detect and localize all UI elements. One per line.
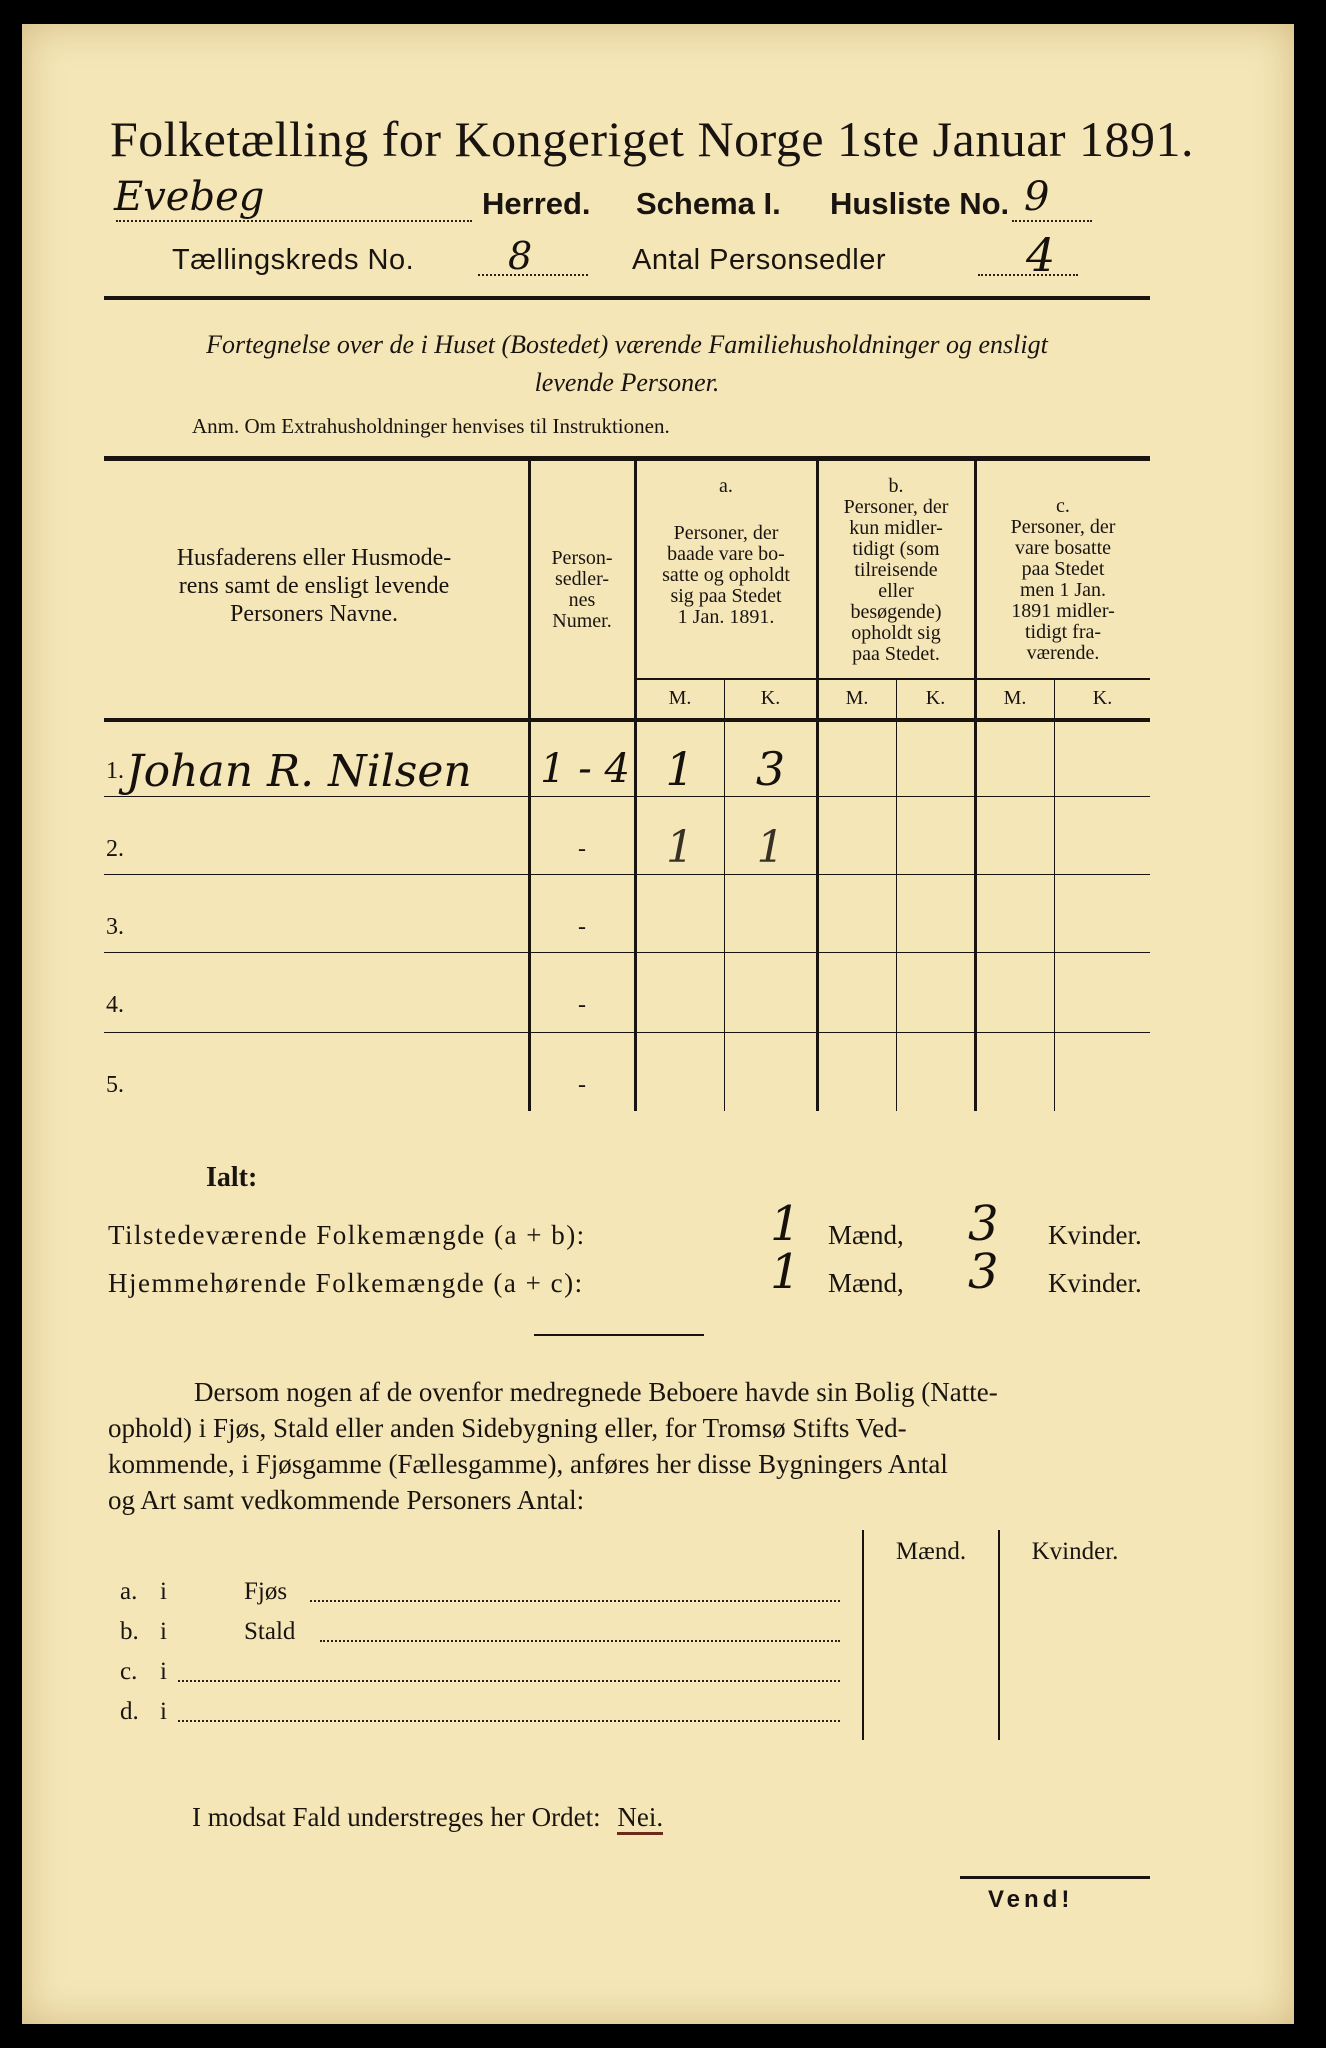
- col-c-l2: vare bosatte: [1014, 537, 1112, 559]
- bldg-row-b: [120, 1618, 860, 1650]
- col-names-l3: Personers Navne.: [230, 601, 398, 627]
- row-rule-3: [104, 952, 1150, 953]
- bldg-row-b-i: i: [160, 1618, 167, 1645]
- antal-value: 4: [1026, 228, 1056, 282]
- col-b-l8: paa Stedet.: [852, 643, 940, 665]
- bldg-row-b-label: Stald: [244, 1618, 296, 1645]
- col-c-l3: paa Stedet: [1021, 558, 1105, 580]
- nei-word: Nei.: [617, 1802, 663, 1835]
- row-rule-2: [104, 874, 1150, 875]
- subtitle-line1: Fortegnelse over de i Huset (Bostedet) værende Familiehusholdninger og ensligt: [206, 330, 1048, 359]
- col-b-letter: b.: [888, 475, 904, 497]
- row3-numer: -: [578, 914, 586, 940]
- col-num-header: [532, 548, 632, 632]
- col-b-l1: Personer, der: [843, 496, 949, 518]
- col-c-l5: 1891 midler-: [1011, 600, 1115, 622]
- bldg-row-a: [120, 1578, 860, 1610]
- col-c-l6: tidigt fra-: [1024, 621, 1102, 643]
- header-rule: [104, 296, 1150, 300]
- row1-num: 1.: [106, 758, 124, 784]
- totals-line1-maend: Mænd,: [828, 1220, 904, 1250]
- col-num-l4: Numer.: [552, 610, 612, 632]
- bldg-row-b-dots: [320, 1640, 840, 1642]
- col-num-l1: Person-: [551, 547, 613, 569]
- b-k-label: K.: [925, 687, 946, 709]
- herred-label: Herred.: [482, 186, 591, 221]
- paragraph-l1: Dersom nogen af de ovenfor medregnede Beboere havde sin Bolig (Natte-: [194, 1377, 998, 1407]
- col-b-l6: besøgende): [850, 601, 942, 623]
- bldg-row-c: [120, 1658, 860, 1690]
- vend-rule: [960, 1876, 1150, 1879]
- col-b-header: [818, 476, 974, 665]
- a-k-label: K.: [760, 687, 781, 709]
- schema-label: Schema I.: [636, 186, 781, 221]
- col-num-l2: sedler-: [554, 568, 609, 590]
- table-top-rule: [104, 456, 1150, 461]
- col-a-l4: sig paa Stedet: [670, 585, 782, 607]
- bldg-row-a-letter: a.: [120, 1578, 138, 1605]
- col-a-l1: Personer, der: [673, 522, 779, 544]
- row4-num: 4.: [106, 992, 124, 1018]
- totals-line2-k: 3: [968, 1244, 999, 1300]
- herred-value: Evebeg: [114, 174, 265, 220]
- totals-line2-label: Hjemmehørende Folkemængde (a + c):: [108, 1268, 584, 1298]
- col-b-l7: opholdt sig: [851, 622, 941, 644]
- col-b-l4: tilreisende: [854, 559, 938, 581]
- bldg-row-c-letter: c.: [120, 1658, 138, 1685]
- bldg-row-a-dots: [310, 1600, 840, 1602]
- row3-num: 3.: [106, 914, 124, 940]
- subtitle-line2: levende Personer.: [534, 368, 720, 397]
- row1-a-m: 1: [665, 742, 695, 796]
- herred-dotline: [116, 220, 472, 222]
- paragraph-l2: ophold) i Fjøs, Stald eller anden Sidebygning eller, for Tromsø Stifts Ved-: [108, 1413, 907, 1443]
- col-b-l2: kun midler-: [849, 517, 943, 539]
- row2-a-k: 1: [756, 822, 785, 873]
- paragraph-l4: og Art samt vedkommende Personers Antal:: [108, 1485, 585, 1515]
- bldg-row-c-i: i: [160, 1658, 167, 1685]
- col-num-l3: nes: [568, 589, 596, 611]
- col-c-l7: værende.: [1026, 642, 1100, 664]
- ialt-label: Ialt:: [206, 1162, 258, 1193]
- kreds-dotline: [478, 274, 588, 276]
- col-names-header: [104, 544, 524, 628]
- col-c-header: [976, 496, 1150, 664]
- vline-name: [528, 461, 531, 1111]
- separator-short: [534, 1334, 704, 1336]
- nei-line-text: I modsat Fald understreges her Ordet:: [192, 1802, 601, 1832]
- nei-line: [192, 1802, 663, 1833]
- row-rule-4: [104, 1032, 1150, 1033]
- antal-label: Antal Personsedler: [632, 244, 887, 276]
- bldg-maend-header: Mænd.: [895, 1538, 967, 1565]
- form-title: Folketælling for Kongeriget Norge 1ste Januar 1891.: [109, 111, 1195, 167]
- c-m-label: M.: [1003, 687, 1027, 709]
- vline-cm: [1054, 678, 1055, 1111]
- bldg-row-d-letter: d.: [120, 1698, 139, 1725]
- col-names-l2: rens samt de ensligt levende: [178, 573, 450, 599]
- bldg-row-b-letter: b.: [120, 1618, 139, 1645]
- husliste-dotline: [1012, 220, 1092, 222]
- col-b-l5: eller: [878, 580, 914, 602]
- census-form: [22, 24, 1294, 2024]
- bldg-row-c-dots: [178, 1680, 840, 1682]
- row5-num: 5.: [106, 1072, 124, 1098]
- antal-dotline: [978, 274, 1078, 276]
- col-a-l2: baade vare bo-: [667, 543, 785, 565]
- mk-rule: [634, 678, 1150, 680]
- husliste-label: Husliste No.: [830, 186, 1010, 221]
- row1-name: Johan R. Nilsen: [126, 746, 472, 797]
- row2-num: 2.: [106, 836, 124, 862]
- table-header-bottom-rule: [104, 718, 1150, 722]
- col-c-l1: Personer, der: [1010, 516, 1116, 538]
- col-a-l5: 1 Jan. 1891.: [677, 606, 775, 628]
- a-m-label: M.: [668, 687, 692, 709]
- totals-line1-m: 1: [770, 1196, 801, 1252]
- col-c-l4: men 1 Jan.: [1019, 579, 1107, 601]
- row2-a-m: 1: [666, 822, 694, 873]
- row5-numer: -: [578, 1072, 586, 1098]
- row2-numer: -: [578, 836, 586, 862]
- col-c-letter: c.: [1056, 495, 1070, 517]
- c-k-label: K.: [1092, 687, 1113, 709]
- bldg-row-a-i: i: [160, 1578, 167, 1605]
- row1-numer: 1 - 4: [540, 746, 630, 792]
- totals-line1-k: 3: [968, 1196, 999, 1252]
- totals-line2-kvinder: Kvinder.: [1048, 1268, 1142, 1298]
- col-a-letter: a.: [719, 475, 733, 497]
- note: Anm. Om Extrahusholdninger henvises til Instruktionen.: [192, 414, 670, 438]
- b-m-label: M.: [845, 687, 869, 709]
- kreds-value: 8: [508, 234, 533, 278]
- paragraph-l3: kommende, i Fjøsgamme (Fællesgamme), anføres her disse Bygningers Antal: [108, 1449, 948, 1479]
- bldg-row-d: [120, 1698, 860, 1730]
- col-names-l1: Husfaderens eller Husmode-: [176, 545, 452, 571]
- col-a-header: [636, 476, 816, 628]
- col-a-l3: satte og opholdt: [662, 564, 790, 586]
- vend-label: Vend!: [988, 1886, 1074, 1913]
- bldg-row-d-dots: [178, 1720, 840, 1722]
- kreds-label: Tællingskreds No.: [172, 244, 415, 276]
- bldg-row-a-label: Fjøs: [244, 1578, 288, 1605]
- paragraph: [108, 1374, 1152, 1518]
- col-b-l3: tidigt (som: [852, 538, 940, 560]
- row1-a-k: 3: [755, 742, 786, 796]
- totals-line2-maend: Mænd,: [828, 1268, 904, 1298]
- bldg-kvinder-header: Kvinder.: [1031, 1538, 1119, 1565]
- totals-line1-kvinder: Kvinder.: [1048, 1220, 1142, 1250]
- vline-bm: [896, 678, 897, 1111]
- husliste-value: 9: [1024, 174, 1050, 220]
- bldg-row-d-i: i: [160, 1698, 167, 1725]
- totals-line2-m: 1: [770, 1244, 801, 1300]
- row4-numer: -: [578, 992, 586, 1018]
- totals-line1-label: Tilstedeværende Folkemængde (a + b):: [108, 1220, 586, 1250]
